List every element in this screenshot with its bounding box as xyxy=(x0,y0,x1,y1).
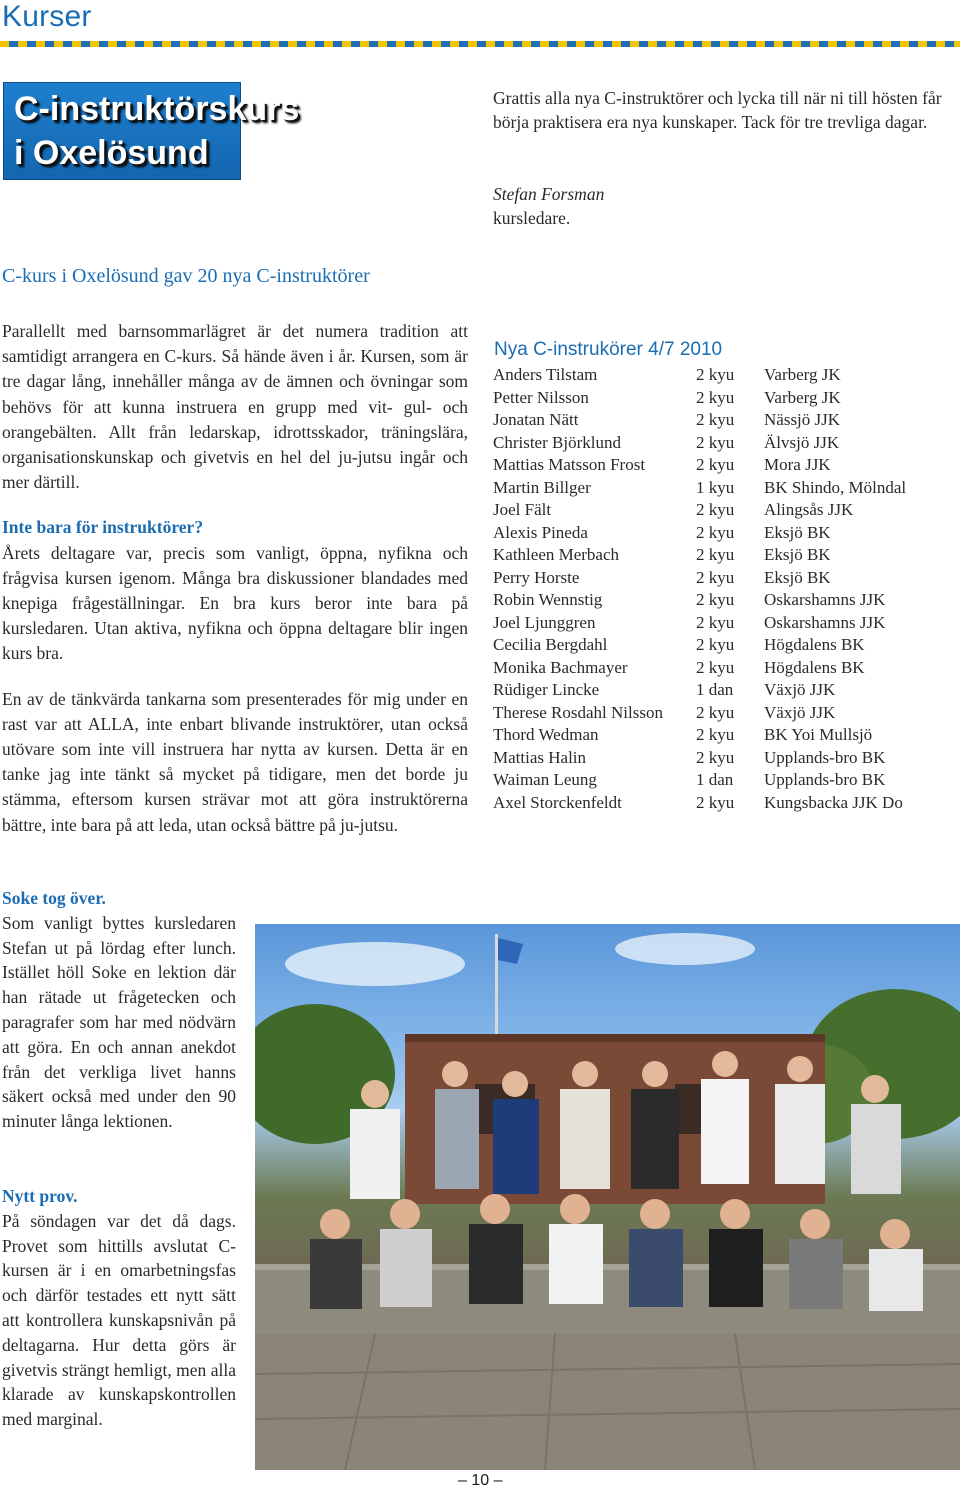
roster-table xyxy=(493,364,960,814)
soke-heading: Soke tog över. xyxy=(2,888,106,908)
roster-name: Waiman Leung xyxy=(493,770,597,789)
roster-name: Joel Ljunggren xyxy=(493,612,596,632)
soke-text: Som vanligt byttes kursledaren Stefan ut på lördag efter lunch. Istället höll Soke en lektion där han rätade ut frågetecken och paragrafer som har med nödvärn att göra. En och annan anekdot från det verkliga livet hanns säkert också med under den 90 minuter långa lektionen. xyxy=(2,912,236,1132)
roster-row xyxy=(493,634,960,657)
roster-club: Högdalens BK xyxy=(764,657,865,677)
headline-line-2: i Oxelösund xyxy=(14,134,209,172)
roster-row xyxy=(493,454,960,477)
roster-row xyxy=(493,387,960,410)
intro-paragraph: Grattis alla nya C-instruktörer och lycka till när ni till hösten får börja praktisera era nya kunskaper. Tack för tre trevliga dagar. xyxy=(493,88,942,132)
roster-name: Perry Horste xyxy=(493,567,580,587)
roster-grade: 2 kyu xyxy=(696,792,735,812)
roster-name: Anders Tilstam xyxy=(493,365,598,384)
roster-name: Cecilia Bergdahl xyxy=(493,635,608,654)
roster-grade: 2 kyu xyxy=(696,545,735,564)
headline-box xyxy=(3,82,300,180)
roster-club: Växjö JJK xyxy=(764,680,836,699)
roster-grade: 2 kyu xyxy=(696,500,735,519)
body-paragraph-2: Årets deltagare var, precis som vanligt, öppna, nyfikna och frågvisa kursen igenom. Många bra diskussioner blandades med knepiga frågeställningar. En bra kurs beror inte bara på kursledaren. Utan aktiva, nyfikna och öppna deltagare blir ingen kurs bra. xyxy=(2,542,468,664)
roster-row xyxy=(493,612,960,635)
roster-name: Kathleen Merbach xyxy=(493,545,620,564)
roster-name: Jonatan Nätt xyxy=(493,410,579,429)
roster-club: Oskarshamns JJK xyxy=(764,612,886,632)
roster-grade: 1 kyu xyxy=(696,477,735,497)
signature-name: Stefan Forsman xyxy=(493,184,605,204)
roster-grade: 2 kyu xyxy=(696,635,735,654)
roster-name: Christer Björklund xyxy=(493,432,621,452)
roster-club: Eksjö BK xyxy=(764,567,831,587)
roster-grade: 2 kyu xyxy=(696,432,735,452)
roster-grade: 2 kyu xyxy=(696,365,735,384)
roster-grade: 2 kyu xyxy=(696,455,735,474)
roster-row xyxy=(493,364,960,387)
roster-name: Petter Nilsson xyxy=(493,387,589,407)
section-title: Kurser xyxy=(2,0,92,33)
roster-club: Mora JJK xyxy=(764,455,831,474)
roster-grade: 2 kyu xyxy=(696,590,735,609)
nytt-section xyxy=(2,1184,236,1432)
roster-name: Alexis Pineda xyxy=(493,522,588,542)
roster-row xyxy=(493,747,960,770)
roster-row xyxy=(493,499,960,522)
roster-club: Oskarshamns JJK xyxy=(764,590,886,609)
roster-club: BK Shindo, Mölndal xyxy=(764,477,907,497)
roster-club: Nässjö JJK xyxy=(764,410,841,429)
roster-club: Kungsbacka JJK Do xyxy=(764,792,903,812)
roster-name: Thord Wedman xyxy=(493,725,599,744)
signature xyxy=(493,182,604,230)
roster-grade: 2 kyu xyxy=(696,387,735,407)
roster-row xyxy=(493,567,960,590)
roster-grade: 2 kyu xyxy=(696,702,735,722)
roster-club: BK Yoi Mullsjö xyxy=(764,725,873,744)
roster-club: Växjö JJK xyxy=(764,702,836,722)
roster-club: Varberg JK xyxy=(764,365,841,384)
roster-row xyxy=(493,477,960,500)
roster-grade: 2 kyu xyxy=(696,522,735,542)
article-body xyxy=(2,319,468,838)
article-subtitle: C-kurs i Oxelösund gav 20 nya C-instruktörer xyxy=(2,265,370,287)
roster-row xyxy=(493,432,960,455)
roster-row xyxy=(493,522,960,545)
roster-grade: 1 dan xyxy=(696,680,734,699)
roster-club: Upplands-bro BK xyxy=(764,770,886,789)
roster-row xyxy=(493,769,960,792)
group-photo-illustration xyxy=(255,924,960,1470)
body-paragraph-3: En av de tänkvärda tankarna som presenterades för mig under en rast var att ALLA, inte enbart blivande instruktörer, utan också utövare som inte vill instruera har nytta av kursen. Detta är en tanke jag inte tänkt så mycket på tidigare, men det borde ju stämma, eftersom kursen strävar mot att göra instruktörerna bättre, inte bara på att leda, utan också bättre på ju-jutsu. xyxy=(2,688,468,835)
roster-row xyxy=(493,792,960,815)
roster-grade: 1 dan xyxy=(696,770,734,789)
roster-name: Therese Rosdahl Nilsson xyxy=(493,702,663,722)
roster-grade: 2 kyu xyxy=(696,612,735,632)
roster-grade: 2 kyu xyxy=(696,725,735,744)
roster-row xyxy=(493,409,960,432)
roster-name: Mattias Halin xyxy=(493,747,587,767)
roster-club: Varberg JK xyxy=(764,387,841,407)
roster-name: Robin Wennstig xyxy=(493,590,603,609)
page-number: – 10 – xyxy=(458,1472,503,1489)
soke-section xyxy=(2,886,236,1134)
roster-club: Eksjö BK xyxy=(764,545,831,564)
roster-title: Nya C-instrukörer 4/7 2010 xyxy=(494,339,723,360)
roster-grade: 2 kyu xyxy=(696,657,735,677)
roster-grade: 2 kyu xyxy=(696,410,735,429)
roster-name: Martin Billger xyxy=(493,477,591,497)
roster-name: Monika Bachmayer xyxy=(493,657,628,677)
roster-name: Axel Storckenfeldt xyxy=(493,792,622,812)
roster-name: Joel Fält xyxy=(493,500,552,519)
roster-name: Mattias Matsson Frost xyxy=(493,455,646,474)
roster-club: Älvsjö JJK xyxy=(764,432,840,452)
roster-grade: 2 kyu xyxy=(696,567,735,587)
group-photo xyxy=(255,924,960,1470)
roster-row xyxy=(493,724,960,747)
roster-row xyxy=(493,679,960,702)
header-divider xyxy=(0,41,960,47)
roster-row xyxy=(493,702,960,725)
roster-club: Högdalens BK xyxy=(764,635,865,654)
signature-role: kursledare. xyxy=(493,208,571,228)
nytt-heading: Nytt prov. xyxy=(2,1186,78,1206)
roster-grade: 2 kyu xyxy=(696,747,735,767)
roster-row xyxy=(493,657,960,680)
roster-club: Upplands-bro BK xyxy=(764,747,886,767)
nytt-text: På söndagen var det då dags. Provet som hittills avslutat C-kursen är i en omarbetningsfas och därför testades ett nytt sätt att kontrollera kunskapsnivån på deltagarna. Hur detta görs är givetvis strängt hemligt, men alla klarade av kunskapskontrollen med marginal. xyxy=(2,1210,236,1430)
body-paragraph-1: Parallellt med barnsommarlägret är det numera tradition att samtidigt arrangera en C-kurs. Så hände även i år. Kursen, som är tre dagar lång, innehåller många av de ämnen och övningar som behövs för att kunna instruera en grupp med vit- gul- och orangebälten. Allt från ledarskap, idrottsskador, träningslära, organisationskunskap och givetvis en hel del ju-jutsu ingår och mer därtill. xyxy=(2,321,468,493)
roster-club: Alingsås JJK xyxy=(764,500,854,519)
roster-row xyxy=(493,544,960,567)
body-subheading: Inte bara för instruktörer? xyxy=(2,517,204,538)
roster-name: Rüdiger Lincke xyxy=(493,680,600,699)
roster-row xyxy=(493,589,960,612)
headline-line-1: C-instruktörskurs xyxy=(14,90,300,128)
roster-club: Eksjö BK xyxy=(764,522,831,542)
